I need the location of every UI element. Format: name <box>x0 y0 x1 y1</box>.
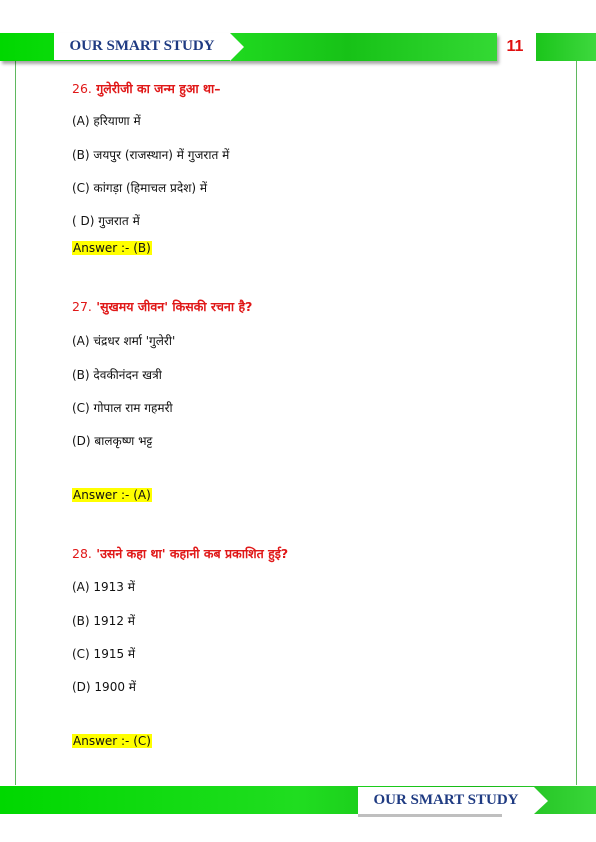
question-text: 'सुखमय जीवन' किसकी रचना है? <box>96 299 253 314</box>
question-28 <box>72 545 288 562</box>
option-a: (A) चंद्रधर शर्मा 'गुलेरी' <box>72 334 176 348</box>
option-b: (B) 1912 में <box>72 614 135 628</box>
option-d: ( D) गुजरात में <box>72 214 140 228</box>
answer-highlight: Answer :- (B) <box>73 241 151 255</box>
header-title: OUR SMART STUDY <box>54 33 230 60</box>
answer-line <box>72 734 152 748</box>
answer-highlight: Answer :- (C) <box>73 734 151 748</box>
question-number: 28. <box>72 546 92 561</box>
option-c: (C) गोपाल राम गहमरी <box>72 401 173 415</box>
answer-highlight: Answer :- (A) <box>73 488 151 502</box>
option-c: (C) 1915 में <box>72 647 136 661</box>
option-b: (B) जयपुर (राजस्थान) में गुजरात में <box>72 148 230 162</box>
answer-line <box>72 241 152 255</box>
question-number: 26. <box>72 81 92 96</box>
answer-line <box>72 488 152 502</box>
question-26 <box>72 80 220 97</box>
option-a: (A) हरियाणा में <box>72 114 141 128</box>
option-c: (C) कांगड़ा (हिमाचल प्रदेश) में <box>72 181 208 195</box>
page-number: 11 <box>506 38 524 55</box>
footer-title: OUR SMART STUDY <box>358 787 534 814</box>
question-27 <box>72 298 252 315</box>
footer-shadow <box>358 814 502 817</box>
question-number: 27. <box>72 299 92 314</box>
option-d: (D) 1900 में <box>72 680 136 694</box>
page-border-right <box>576 60 577 785</box>
header-arrow-shape <box>230 33 244 61</box>
option-d: (D) बालकृष्ण भट्ट <box>72 434 153 448</box>
header-band-right <box>536 33 596 61</box>
question-text: गुलेरीजी का जन्म हुआ था– <box>96 81 221 96</box>
page-border-left <box>15 60 16 785</box>
question-text: 'उसने कहा था' कहानी कब प्रकाशित हुई? <box>96 546 289 561</box>
option-a: (A) 1913 में <box>72 580 135 594</box>
option-b: (B) देवकीनंदन खत्री <box>72 368 162 382</box>
footer-arrow-shape <box>534 787 548 814</box>
